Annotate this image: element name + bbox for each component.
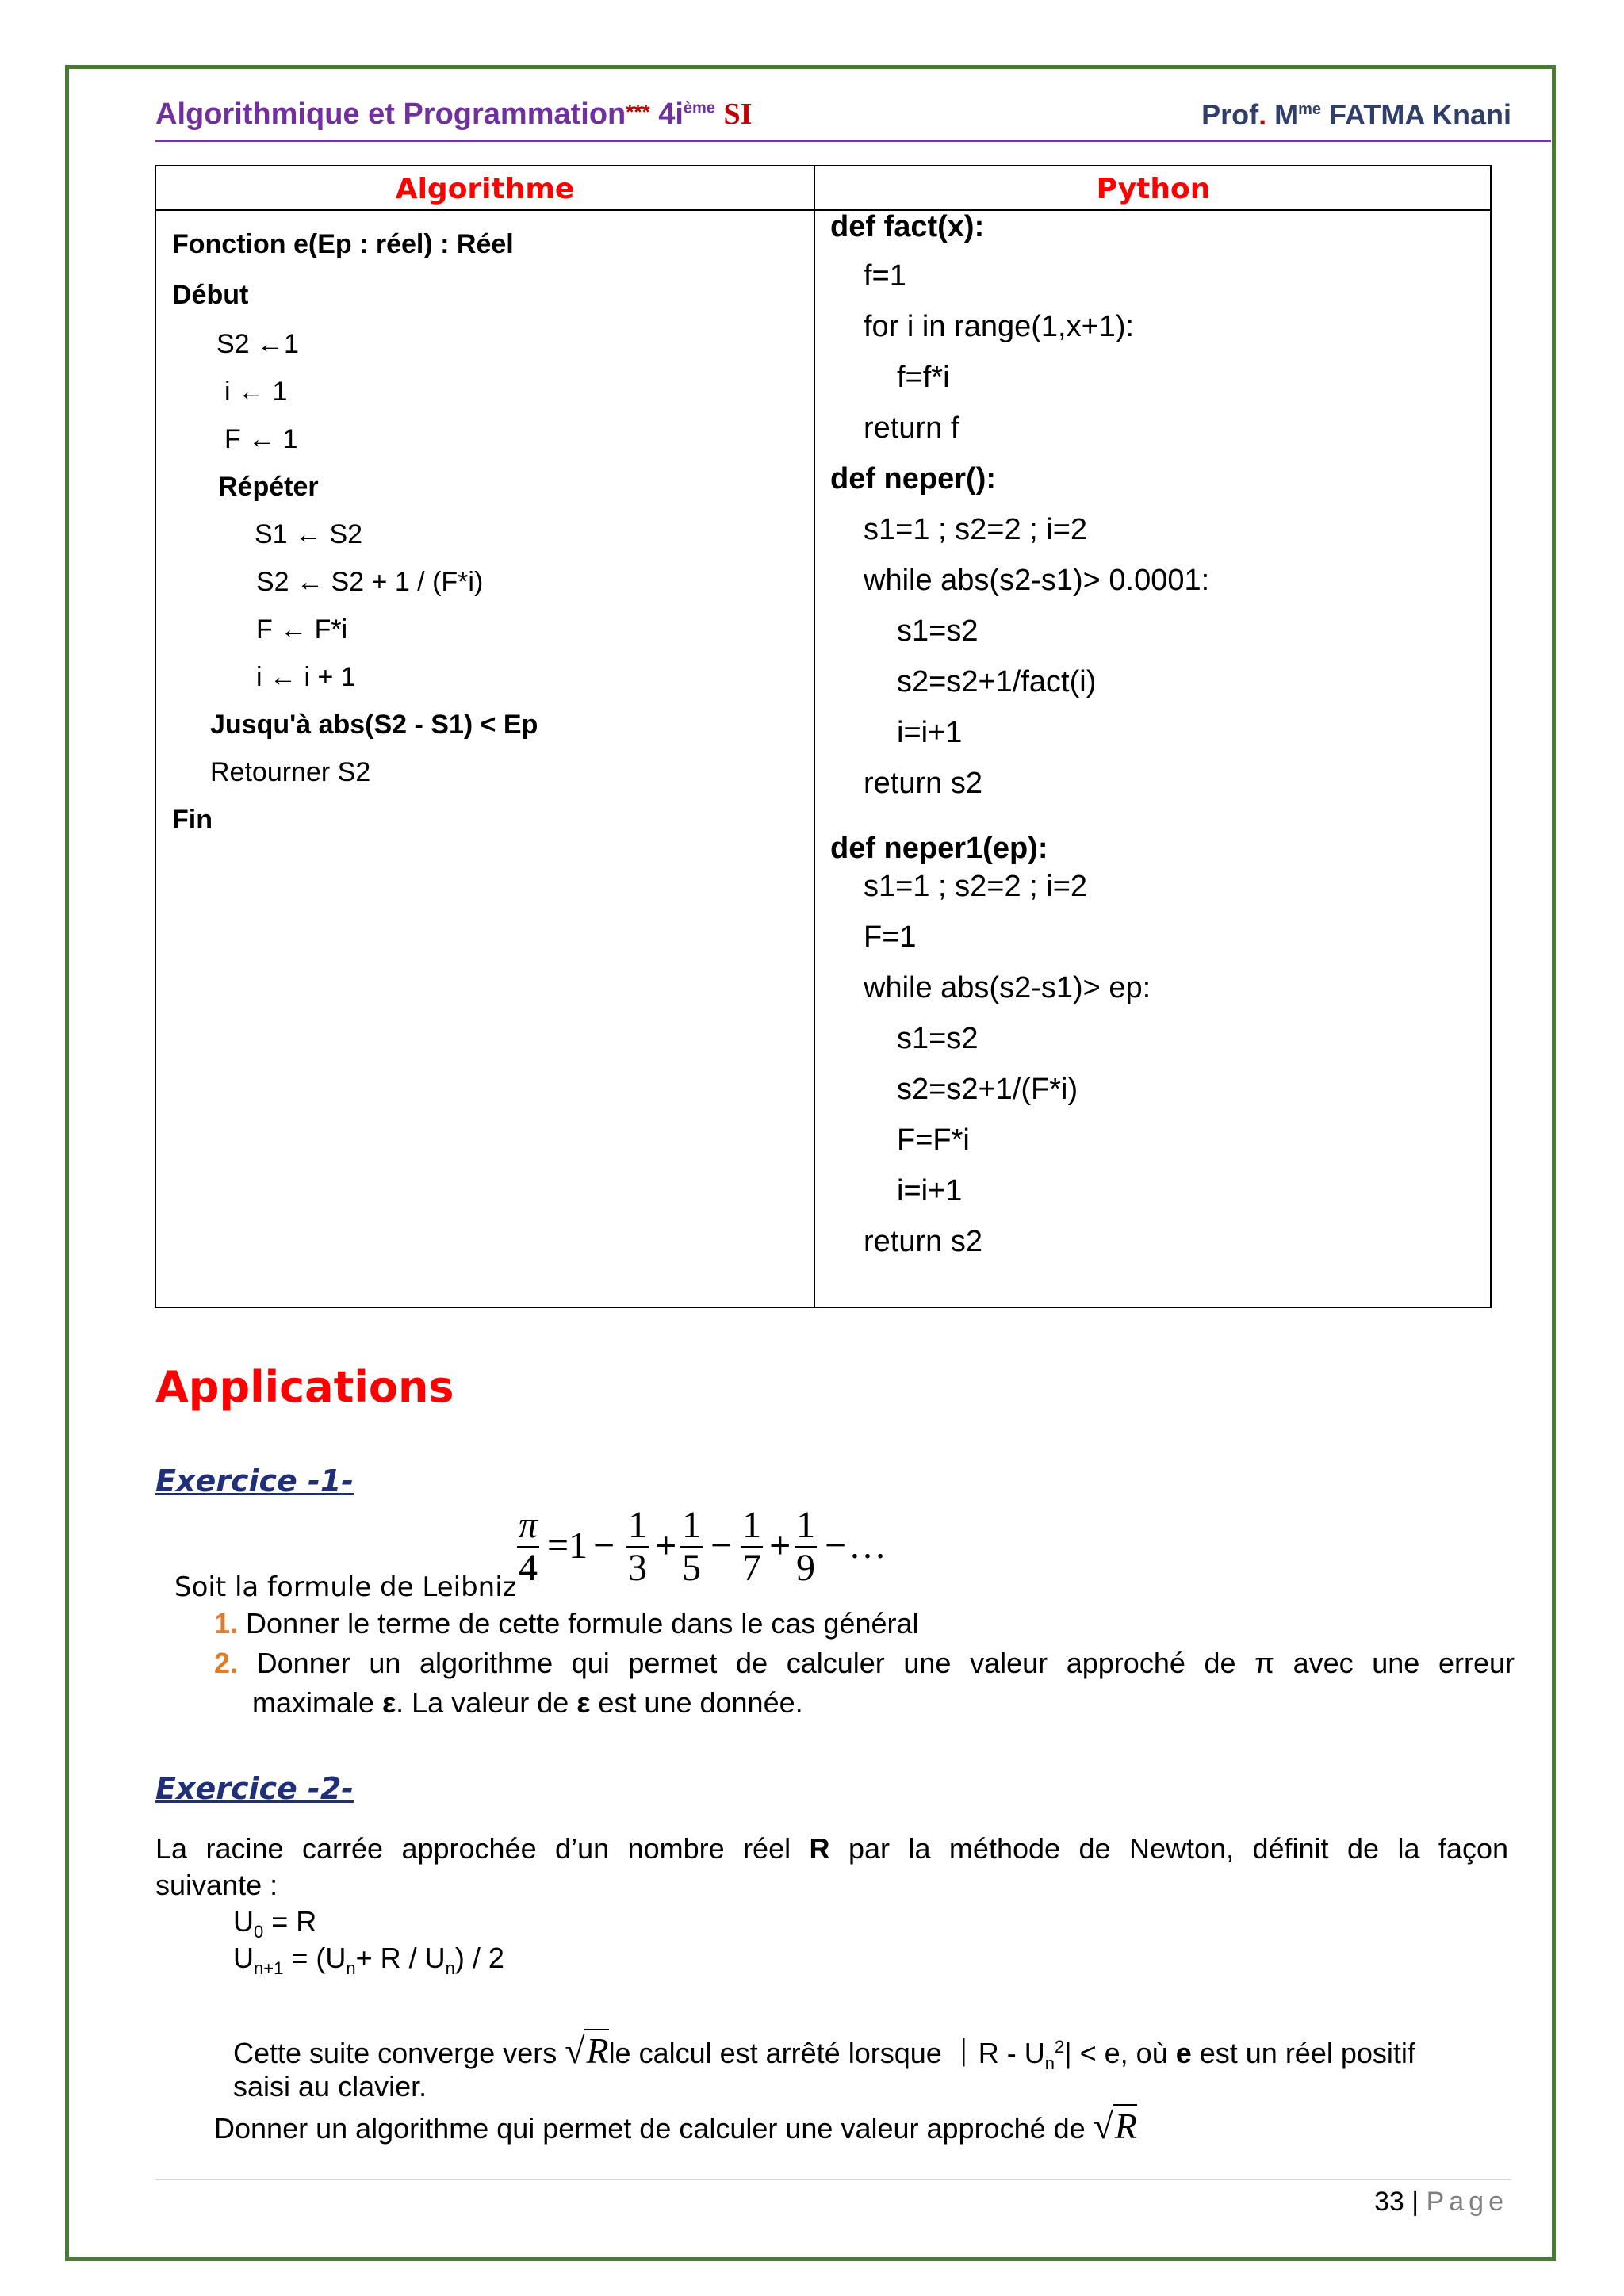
python-line: f=1 (864, 259, 906, 293)
algo-line: Répéter (218, 472, 319, 502)
python-line: s1=1 ; s2=2 ; i=2 (864, 870, 1088, 903)
fraction-1-over-9: $\frac{1}{9}$ (796, 1504, 815, 1589)
algo-line: S2 ← S2 + 1 / (F*i) (256, 567, 484, 597)
python-line: for i in range(1,x+1): (864, 310, 1135, 343)
python-line: s2=s2+1/(F*i) (897, 1073, 1078, 1106)
page-header (155, 94, 1551, 142)
algo-line: i ← i + 1 (256, 662, 356, 692)
page-label: Page (1426, 2187, 1508, 2217)
python-line: F=F*i (897, 1123, 970, 1157)
leibniz-intro: Soit la formule de Leibniz (174, 1571, 517, 1603)
column-divider (814, 166, 815, 1307)
algo-line: i ← 1 (224, 377, 288, 407)
python-line: return s2 (864, 767, 982, 800)
fraction-1-over-3: $\frac{1}{3}$ (628, 1504, 647, 1589)
python-line: s1=1 ; s2=2 ; i=2 (864, 513, 1088, 546)
header-author: Prof. $M^{me}$ FATMA Knani (1201, 98, 1511, 131)
algo-line: Fonction e(Ep : réel) : Réel (172, 229, 514, 259)
exercise-1-question-1: 1. Donner le terme de cette formule dans le cas général (214, 1607, 919, 1640)
exercise-1-title: Exercice -1- (155, 1464, 354, 1498)
section-title-applications: Applications (155, 1362, 454, 1412)
algo-line: Retourner S2 (210, 757, 371, 787)
python-line: def neper(): (830, 462, 996, 496)
header-row-divider (156, 209, 1490, 211)
algo-line: S2 ←1 (216, 329, 299, 359)
exercise-2-paragraph-cont: suivante : (155, 1869, 278, 1901)
sqrt-r-symbol: √R (565, 2030, 609, 2071)
convergence-sentence: Cette suite converge vers √Rle calcul est arrêté lorsque ｜R - $U_n^2| < e$, où e est un réel positif (233, 2030, 1415, 2074)
python-line: return s2 (864, 1225, 982, 1258)
python-line: s1=s2 (897, 614, 979, 648)
algo-line: Jusqu'à abs(S2 - S1) < Ep (210, 710, 538, 740)
footer-divider (155, 2179, 1511, 2180)
fraction-1-over-5: $\frac{1}{5}$ (682, 1504, 701, 1589)
python-line: while abs(s2-s1)> ep: (864, 971, 1151, 1004)
exercise-1-question-2-cont: maximale ε. La valeur de ε est une donnée. (252, 1686, 803, 1719)
fraction-1-over-7: $\frac{1}{7}$ (742, 1504, 761, 1589)
fraction-pi-over-4: $\frac{\pi}{4}$ (519, 1504, 538, 1589)
python-line: return f (864, 411, 959, 445)
page-footer: 33 | Page (1374, 2187, 1508, 2217)
python-line: i=i+1 (897, 716, 963, 749)
exercise-1-question-2: 2. Donner un algorithme qui permet de calculer une valeur approché de π avec une erreur (214, 1647, 1515, 1679)
exercise-2-question: Donner un algorithme qui permet de calculer une valeur approché de √R (214, 2106, 1138, 2146)
exercise-2-paragraph: La racine carrée approchée d’un nombre réel R par la méthode de Newton, définit de la façon (155, 1832, 1508, 1865)
exercise-2-title: Exercice -2- (155, 1771, 354, 1806)
python-line: i=i+1 (897, 1174, 963, 1207)
header-course-title: Algorithmique et Programmation*** $4i^{ème}$ SI (155, 98, 753, 131)
python-line: s1=s2 (897, 1022, 979, 1055)
sequence-u0: $U_0 = R$ (233, 1905, 317, 1942)
convergence-sentence-cont: saisi au clavier. (233, 2070, 427, 2103)
algo-line: Début (172, 280, 249, 310)
column-header-python: Python (1096, 173, 1211, 205)
python-line: while abs(s2-s1)> 0.0001: (864, 564, 1210, 597)
algo-line: Fin (172, 805, 213, 835)
algo-line: S1 ← S2 (255, 519, 363, 549)
algo-line: F ← 1 (224, 424, 298, 454)
algo-line: F ← F*i (256, 614, 348, 645)
page-number: 33 (1374, 2187, 1404, 2217)
sequence-un1: $U_{n+1} = (U_n+ R / U_n) / 2$ (233, 1942, 504, 1979)
python-line: def fact(x): (830, 210, 985, 243)
python-line: def neper1(ep): (830, 832, 1048, 865)
column-header-algorithme: Algorithme (395, 173, 575, 205)
sqrt-r-symbol: √R (1093, 2106, 1138, 2146)
python-line: f=f*i (897, 361, 950, 394)
python-line: s2=s2+1/fact(i) (897, 665, 1097, 698)
code-comparison-table (155, 165, 1492, 1308)
python-line: F=1 (864, 920, 917, 954)
